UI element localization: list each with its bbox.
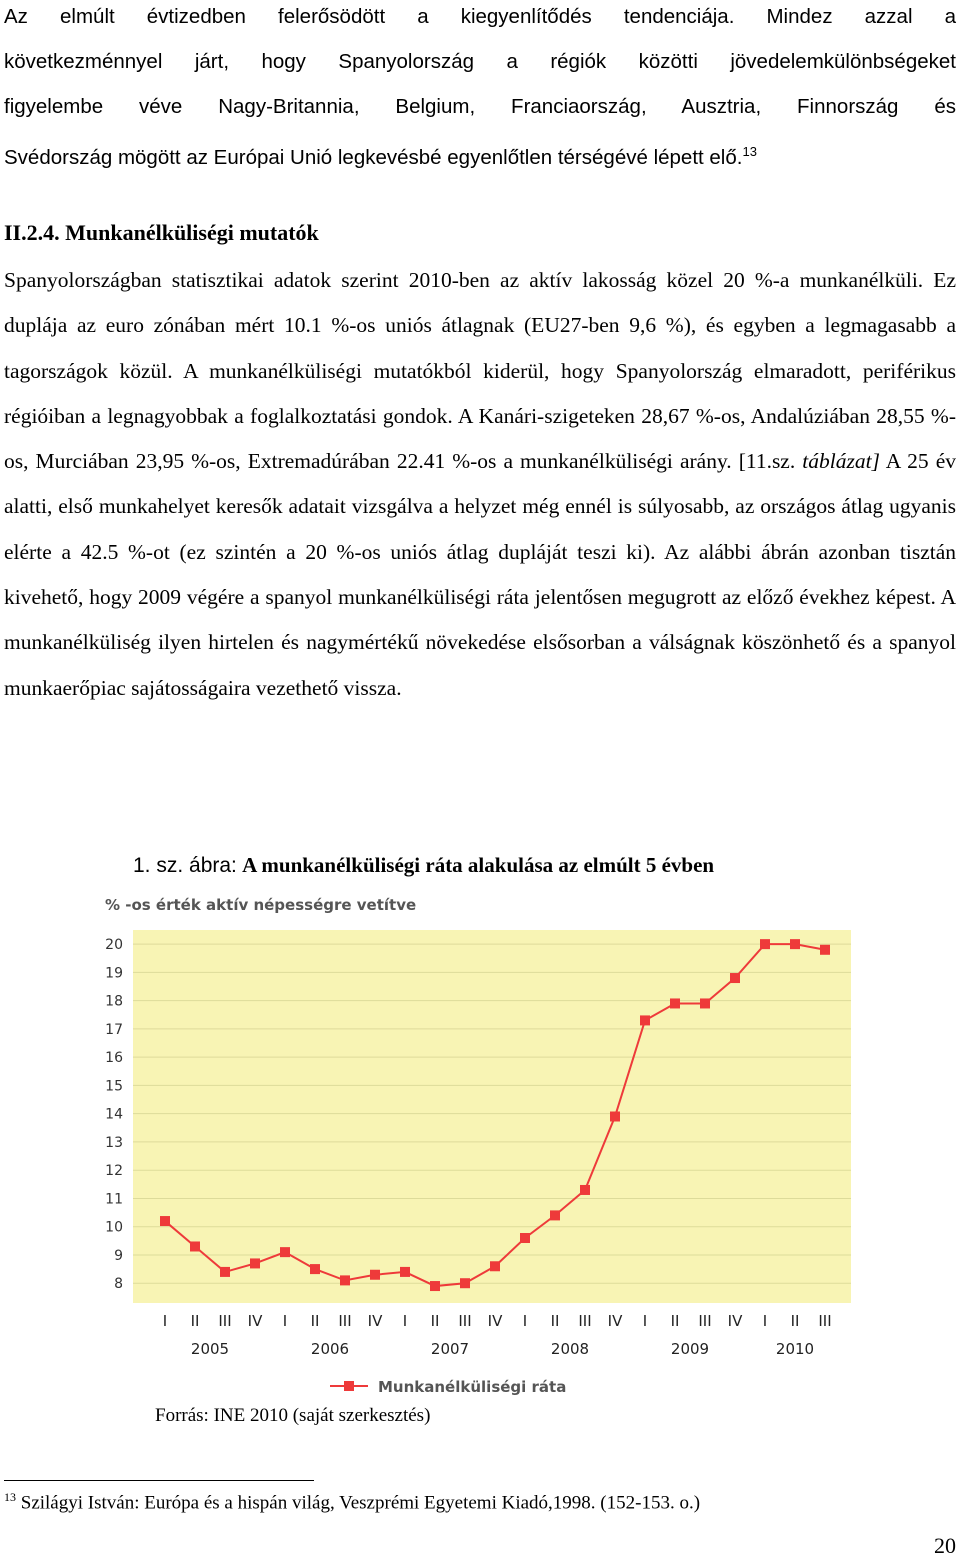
footnote-text: Szilágyi István: Európa és a hispán világ, Veszprémi Egyetemi Kiadó,1998. (152-153. o.)	[20, 1492, 701, 1514]
x-quarter-label: III	[218, 1312, 232, 1330]
y-tick-label: 18	[105, 993, 123, 1010]
y-tick-label: 20	[105, 937, 123, 954]
y-tick-label: 8	[114, 1276, 123, 1293]
data-point	[190, 1241, 200, 1251]
x-quarter-label: IV	[487, 1312, 503, 1330]
x-year-label: 2008	[550, 1340, 590, 1358]
x-quarter-label: IV	[367, 1312, 383, 1330]
data-point	[700, 998, 710, 1008]
x-quarter-label: III	[458, 1312, 472, 1330]
x-quarter-label: III	[818, 1312, 832, 1330]
data-point	[730, 973, 740, 983]
y-axis	[105, 937, 123, 1292]
page-number: 20	[934, 1533, 956, 1558]
unemployment-rate-chart	[95, 890, 865, 1400]
x-year-label: 2006	[310, 1340, 350, 1358]
plot-area	[133, 930, 851, 1303]
y-tick-label: 16	[105, 1050, 123, 1067]
y-tick-label: 17	[105, 1021, 123, 1038]
data-point	[610, 1112, 620, 1122]
figure-title: A munkanélküliségi ráta alakulása az elmúlt 5 évben	[242, 853, 715, 877]
x-quarter-label: IV	[247, 1312, 263, 1330]
section-heading: II.2.4. Munkanélküliségi mutatók	[4, 220, 319, 245]
x-quarter-label: III	[698, 1312, 712, 1330]
figure-source: Forrás: INE 2010 (saját szerkesztés)	[155, 1405, 431, 1426]
y-tick-label: 10	[105, 1219, 123, 1236]
chart-legend	[330, 1378, 566, 1396]
x-year-label: 2009	[670, 1340, 710, 1358]
chart-subtitle: % -os érték aktív népességre vetítve	[105, 896, 417, 914]
table-reference: táblázat]	[802, 449, 880, 474]
x-quarter-label: I	[162, 1312, 168, 1330]
data-point	[220, 1267, 230, 1277]
x-quarter-label: I	[762, 1312, 768, 1330]
y-tick-label: 14	[105, 1106, 123, 1123]
footnote-divider	[4, 1480, 314, 1481]
intro-line: Svédország mögött az Európai Unió legkevésbé egyenlőtlen térségévé lépett elő.	[4, 145, 743, 169]
footnote-reference[interactable]: 13	[742, 144, 757, 159]
x-year-label: 2010	[775, 1340, 815, 1358]
y-tick-label: 12	[105, 1163, 123, 1180]
y-tick-label: 19	[105, 965, 123, 982]
data-point	[340, 1275, 350, 1285]
x-quarter-label: II	[670, 1312, 680, 1330]
figure-caption	[133, 853, 714, 878]
data-point	[790, 939, 800, 949]
x-quarter-label: I	[402, 1312, 408, 1330]
x-quarter-label: IV	[607, 1312, 623, 1330]
figure-label: 1. sz. ábra:	[133, 854, 237, 877]
data-point	[640, 1015, 650, 1025]
x-quarter-label: II	[430, 1312, 440, 1330]
paragraph-text: Spanyolországban statisztikai adatok szerint 2010-ben az aktív lakosság közel 20 %-a munkanélküli. Ez duplája az euro zónában mért 10.1 %-os uniós átlagnak (EU27-ben 9,6 %), és egyben a legmagasabb a tagországok közül. A munkanélküliségi mutatókból kiderül, hogy Spanyolország elmaradott, periférikus régióiban a legnagyobbak a foglalkoztatási gondok. A Kanári-szigeteken 28,67 %-os, Andalúziában 28,55 %-os, Murciában 23,95 %-os, Extremadúrában 22.41 %-os a munkanélküliségi arány. [11.sz.	[4, 268, 956, 474]
x-quarter-label: I	[522, 1312, 528, 1330]
data-point	[760, 939, 770, 949]
data-point	[670, 998, 680, 1008]
data-point	[460, 1278, 470, 1288]
footnote-number: 13	[4, 1490, 16, 1504]
x-quarter-label: II	[190, 1312, 200, 1330]
unemployment-paragraph	[4, 258, 956, 711]
intro-paragraph	[4, 0, 956, 180]
x-quarter-label: I	[282, 1312, 288, 1330]
y-tick-label: 13	[105, 1134, 123, 1151]
data-point	[160, 1216, 170, 1226]
legend-marker	[344, 1381, 354, 1391]
paragraph-text: A 25 év alatti, első munkahelyet keresők adatait vizsgálva a helyzet még ennél is súlyosabb, az országos átlag ugyanis elérte a 42.5 %-ot (ez szintén a 20 %-os uniós átlag dupláját teszi ki). Az alábbi ábrán azonban tisztán kivehető, hogy 2009 végére a spanyol munkanélküliségi ráta jelentősen megugrott az előző évekhez képest. A munkanélküliség ilyen hirtelen és nagymértékű növekedése elsősorban a válságnak köszönhető és a spanyol munkaerőpiac sajátosságaira vezethető vissza.	[4, 449, 957, 700]
x-axis	[163, 1312, 832, 1358]
y-tick-label: 11	[105, 1191, 123, 1208]
data-point	[370, 1270, 380, 1280]
data-point	[550, 1210, 560, 1220]
x-quarter-label: II	[310, 1312, 320, 1330]
intro-line: Az elmúlt évtizedben felerősödött a kiegyenlítődés tendenciája. Mindez azzal a	[4, 5, 956, 28]
y-tick-label: 9	[114, 1247, 123, 1264]
intro-line: figyelembe véve Nagy-Britannia, Belgium, Franciaország, Ausztria, Finnország és	[4, 95, 956, 118]
data-point	[400, 1267, 410, 1277]
x-quarter-label: I	[642, 1312, 648, 1330]
data-point	[430, 1281, 440, 1291]
footnote	[4, 1490, 700, 1514]
intro-line-last	[4, 129, 956, 180]
x-year-label: 2005	[190, 1340, 230, 1358]
legend-label: Munkanélküliségi ráta	[378, 1378, 567, 1396]
x-quarter-label: II	[550, 1312, 560, 1330]
x-quarter-label: II	[790, 1312, 800, 1330]
data-point	[820, 945, 830, 955]
y-tick-label: 15	[105, 1078, 123, 1095]
data-point	[580, 1185, 590, 1195]
data-point	[310, 1264, 320, 1274]
intro-line: következménnyel járt, hogy Spanyolország a régiók közötti jövedelemkülönbségeket	[4, 50, 956, 73]
x-quarter-label: III	[338, 1312, 352, 1330]
data-point	[520, 1233, 530, 1243]
x-quarter-label: IV	[727, 1312, 743, 1330]
data-point	[280, 1247, 290, 1257]
data-point	[490, 1261, 500, 1271]
x-quarter-label: III	[578, 1312, 592, 1330]
x-year-label: 2007	[430, 1340, 470, 1358]
data-point	[250, 1258, 260, 1268]
